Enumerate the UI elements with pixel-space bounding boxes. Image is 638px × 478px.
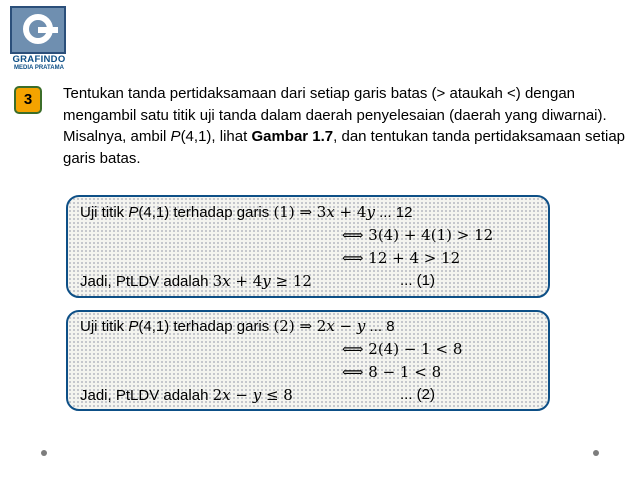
box2-line-1 xyxy=(80,317,395,335)
box2-conclusion xyxy=(80,386,293,404)
box1-point-var: P xyxy=(128,204,139,221)
instruction-part2: (4,1), lihat xyxy=(180,128,252,145)
box1-reference: ... (1) xyxy=(400,272,436,289)
box1-substitution-step: ⟺ 3(4) + 4(1) > 12 xyxy=(342,226,494,244)
box1-line-1 xyxy=(80,203,412,221)
instruction-part1: Tentukan tanda pertidaksamaan dari setiap garis batas (> ataukah <) dengan mengambil satu titik uji tanda dalam daerah penyelesaian (daerah yang diwarnai). Misalnya, ambil xyxy=(63,85,607,145)
box2-prefix: Uji titik xyxy=(80,318,129,335)
instruction-part3: , dan tentukan tanda pertidaksamaan setiap garis batas. xyxy=(63,128,626,167)
box2-substitution-step: ⟺ 2(4) − 1 < 8 xyxy=(342,340,463,358)
box1-inequality: 3𝑥 + 4𝑦 ≥ 12 xyxy=(212,272,312,290)
logo-subtitle: MEDIA PRATAMA xyxy=(14,65,64,71)
box2-reference: ... (2) xyxy=(400,386,436,403)
box1-prefix: Uji titik xyxy=(80,204,129,221)
box2-text: (4,1) terhadap garis xyxy=(138,318,274,335)
slide-dot-left xyxy=(41,450,47,456)
box1-tail: ... 12 xyxy=(374,204,413,221)
logo-name: GRAFINDO xyxy=(12,54,66,65)
box1-conclusion xyxy=(80,272,312,290)
box2-point-var: P xyxy=(128,318,139,335)
test-point-box-1 xyxy=(66,195,550,298)
figure-reference: Gambar 1.7 xyxy=(251,128,334,145)
box1-text: (4,1) terhadap garis xyxy=(138,204,274,221)
box2-inequality: 2𝑥 − 𝑦 ≤ 8 xyxy=(212,386,293,404)
box2-conclusion-label: Jadi, PtLDV adalah xyxy=(80,387,213,404)
step-number-badge: 3 xyxy=(14,86,42,114)
box1-evaluation-step: ⟺ 12 + 4 > 12 xyxy=(342,249,461,267)
instruction-point-var: P xyxy=(170,128,181,145)
box2-evaluation-step: ⟺ 8 − 1 < 8 xyxy=(342,363,442,381)
logo-bar-shape xyxy=(38,27,58,33)
logo-emblem xyxy=(10,6,66,54)
test-point-box-2 xyxy=(66,310,550,411)
box1-expression: (1) ⇒ 3𝑥 + 4𝑦 xyxy=(273,203,375,221)
box1-conclusion-label: Jadi, PtLDV adalah xyxy=(80,273,213,290)
box2-expression: (2) ⇒ 2𝑥 − 𝑦 xyxy=(273,317,366,335)
instruction-text xyxy=(63,83,628,169)
slide-dot-right xyxy=(593,450,599,456)
publisher-logo xyxy=(6,2,72,78)
box2-tail: ... 8 xyxy=(365,318,395,335)
